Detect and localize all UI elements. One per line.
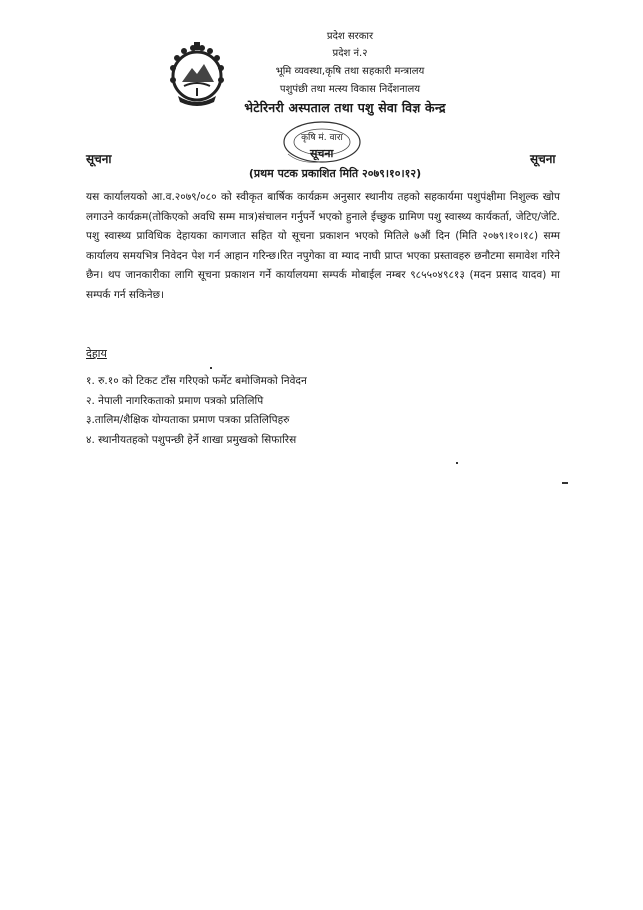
notice-body-paragraph: यस कार्यालयको आ.व.२०७९/०८० को स्वीकृत बार्षिक कार्यक्रम अनुसार स्थानीय तहको सहकार्यमा पशुपंक्षीमा निशुल्क खोप लगाउने कार्यक्रम(तोकिएको अवधि सम्म मात्र)संचालन गर्नुपर्ने भएको हुनाले ईच्छुक ग्रामिण पशु स्वास्थ्य कार्यकर्ता, जेटिए/जेटि. पशु स्वास्थ्य प्राविधिक देहायका कागजात सहित यो सूचना प्रकाशन भएको मितिले ७औं दिन (मिति २०७९।१०।१८) सम्म कार्यालय समयभित्र निवेदन पेश गर्न आहान गरिन्छ।रित नपुगेका वा म्याद नाघी प्राप्त भएका प्रस्तावहरु छनौटमा समावेश गरिने छैन। थप जानकारीका लागि सूचना प्रकाशन गर्ने कार्यालयमा सम्पर्क मोबाईल नम्बर ९८५५०४९८१३ (मदन प्रसाद यादव) मा सम्पर्क गर्न सकिनेछ। xyxy=(86,191,560,301)
publication-date: (प्रथम पटक प्रकाशित मिति २०७९।१०।१२) xyxy=(248,167,422,180)
header-ministry: भूमि व्यवस्था,कृषि तथा सहकारी मन्त्रालय xyxy=(275,66,425,77)
notice-center-title: सूचना xyxy=(310,147,334,160)
header-province: प्रदेश नं.२ xyxy=(332,48,368,59)
annex-list xyxy=(86,372,307,450)
annex-heading: देहाय xyxy=(86,347,107,360)
notice-label-left: सूचना xyxy=(86,152,112,166)
seal-text: कृषि मं. वारा xyxy=(301,133,343,143)
list-item: ३.तालिम/शैक्षिक योग्यताका प्रमाण पत्रका प्रतिलिपिहरु xyxy=(86,414,290,426)
list-item: ४. स्थानीयतहको पशुपन्छी हेर्ने शाखा प्रमुखको सिफारिस xyxy=(86,433,297,446)
list-item: २. नेपाली नागरिकताको प्रमाण पत्रको प्रतिलिपि xyxy=(86,394,264,407)
header-government: प्रदेश सरकार xyxy=(326,31,374,42)
header-directorate: पशुपंछी तथा मत्स्य विकास निर्देशनालय xyxy=(279,84,421,95)
scan-speck xyxy=(456,462,458,464)
scan-speck xyxy=(562,482,568,484)
list-item: १. रु.१० को टिकट टाँस गरिएको फर्मेट बमोजिमको निवेदन xyxy=(86,375,307,387)
scan-speck xyxy=(210,367,212,369)
office-name: भेटेरिनरी अस्पताल तथा पशु सेवा विज्ञ केन्द्र xyxy=(244,100,446,115)
notice-label-right: सूचना xyxy=(530,152,556,166)
